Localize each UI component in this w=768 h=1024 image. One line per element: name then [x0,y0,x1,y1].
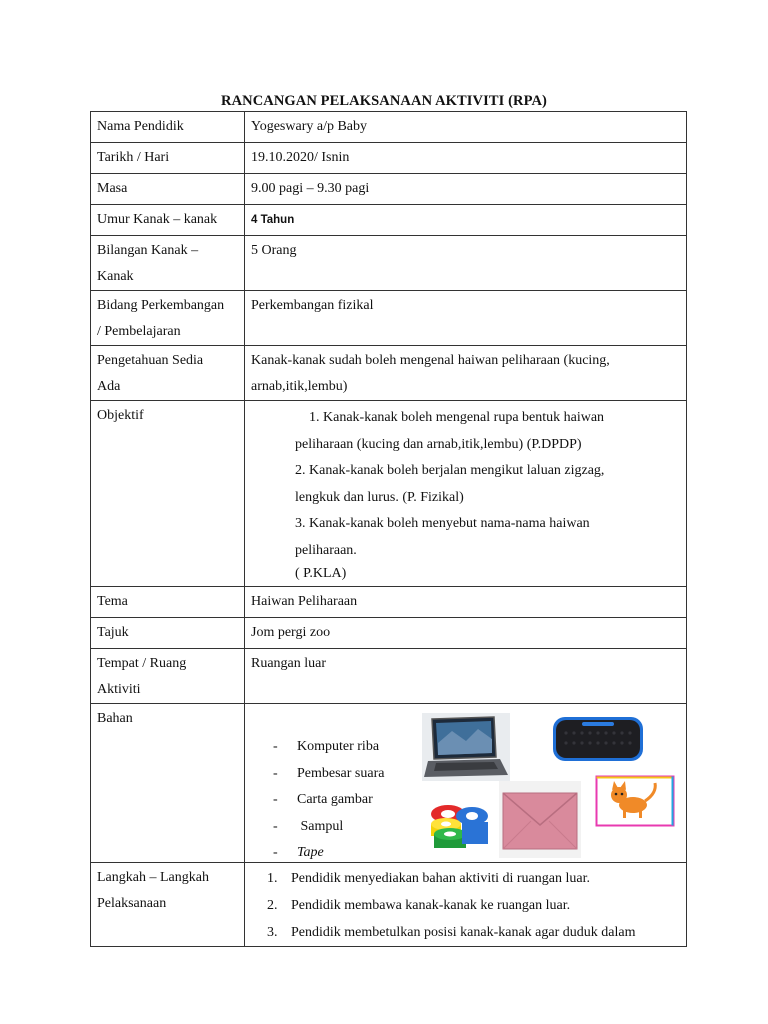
label-bahan: Bahan [91,704,245,863]
value-langkah [245,863,687,947]
list-item [245,892,680,919]
value-bilangan: 5 Orang [245,236,687,291]
bahan-item-text: Pembesar suara [297,765,385,781]
row-langkah [91,863,687,947]
label-tema: Tema [91,587,245,618]
row-nama-pendidik [91,112,687,143]
bahan-item-text: Tape [297,845,324,860]
label-tajuk: Tajuk [91,618,245,649]
label-pengetahuan-line2: Ada [97,379,121,394]
label-tarikh: Tarikh / Hari [91,143,245,174]
label-bidang-line2: / Pembelajaran [97,324,181,339]
value-nama-pendidik: Yogeswary a/p Baby [245,112,687,143]
list-item [273,814,384,841]
bahan-item-text: Sampul [297,818,344,834]
step-text: Pendidik membawa kanak-kanak ke ruangan luar. [291,898,571,913]
speaker-image [550,711,646,768]
envelope-image [499,781,581,858]
bahan-item-text: Komputer riba [297,739,380,754]
label-tempat-line2: Aktiviti [97,682,141,697]
label-bilangan [91,236,245,291]
value-tema: Haiwan Peliharaan [245,587,687,618]
row-tema [91,587,687,618]
row-bidang [91,291,687,346]
step-number: 1. [267,871,278,886]
label-langkah-line2: Pelaksanaan [97,896,167,911]
bahan-item-text: Carta gambar [297,792,373,807]
value-tempat: Ruangan luar [245,649,687,704]
label-bilangan-line1: Bilangan Kanak – [97,243,199,258]
cat-chart-image [595,775,675,827]
value-masa: 9.00 pagi – 9.30 pagi [245,174,687,205]
langkah-steps [245,865,680,946]
label-tempat-line1: Tempat / Ruang [97,656,187,671]
list-dash: - [273,739,278,754]
bahan-list [273,734,384,867]
label-tempat [91,649,245,704]
value-tajuk: Jom pergi zoo [245,618,687,649]
rpa-table [90,111,687,947]
step-text: Pendidik menyediakan bahan aktiviti di ruangan luar. [291,871,590,886]
value-bidang: Perkembangan fizikal [245,291,687,346]
label-pengetahuan [91,346,245,401]
step-number: 3. [267,925,278,940]
row-bahan [91,704,687,863]
label-pengetahuan-line1: Pengetahuan Sedia [97,353,204,368]
label-bidang-line1: Bidang Perkembangan [97,298,225,313]
page-title: RANCANGAN PELAKSANAAN AKTIVITI (RPA) [221,93,547,109]
objektif-line: peliharaan. [295,542,357,558]
value-bahan [245,704,687,863]
label-langkah [91,863,245,947]
list-dash: - [273,845,278,860]
objektif-line: lengkuk dan lurus. (P. Fizikal) [295,489,464,505]
objektif-line: 1. Kanak-kanak boleh mengenal rupa bentuk haiwan [309,410,605,425]
pengetahuan-line2: arnab,itik,lembu) [251,379,348,394]
value-umur [245,205,687,236]
value-objektif [245,401,687,587]
objektif-line: peliharaan (kucing dan arnab,itik,lembu) (P.DPDP) [295,436,582,452]
row-tempat [91,649,687,704]
value-pengetahuan [245,346,687,401]
step-text: Pendidik membetulkan posisi kanak-kanak agar duduk dalam [291,925,636,940]
label-bilangan-line2: Kanak [97,269,134,284]
list-item [273,787,384,814]
label-umur: Umur Kanak – kanak [91,205,245,236]
objektif-line: 3. Kanak-kanak boleh menyebut nama-nama haiwan [295,516,590,531]
list-item [273,761,384,788]
label-bidang [91,291,245,346]
row-tajuk [91,618,687,649]
list-item [273,734,384,761]
list-item [245,865,680,892]
label-nama-pendidik: Nama Pendidik [91,112,245,143]
row-bilangan [91,236,687,291]
row-umur [91,205,687,236]
label-objektif: Objektif [91,401,245,587]
objektif-line: 2. Kanak-kanak boleh berjalan mengikut laluan zigzag, [295,463,605,478]
row-objektif [91,401,687,587]
row-masa [91,174,687,205]
list-dash: - [273,818,278,834]
tape-rolls-image [428,794,490,852]
list-item [273,840,384,867]
step-number: 2. [267,898,278,913]
list-dash: - [273,765,278,781]
row-pengetahuan [91,346,687,401]
umur-value-text: 4 Tahun [251,214,295,226]
label-masa: Masa [91,174,245,205]
row-tarikh [91,143,687,174]
pengetahuan-line1: Kanak-kanak sudah boleh mengenal haiwan peliharaan (kucing, [251,353,610,368]
label-langkah-line1: Langkah – Langkah [97,870,209,885]
list-item [245,919,680,946]
list-dash: - [273,792,278,807]
laptop-image [422,713,510,781]
value-tarikh: 19.10.2020/ Isnin [245,143,687,174]
objektif-line: ( P.KLA) [295,566,347,581]
